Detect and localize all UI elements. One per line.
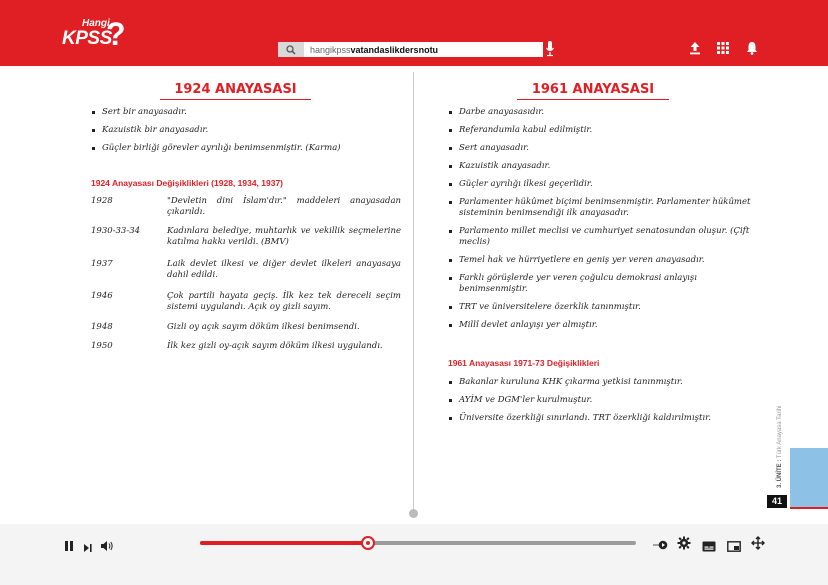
logo-kpss-text: KPSS <box>62 28 112 49</box>
next-icon[interactable] <box>83 538 93 557</box>
unit-color-tab <box>790 448 828 508</box>
progress-fill <box>200 541 368 545</box>
picture-in-picture-icon[interactable] <box>727 537 741 556</box>
volume-icon[interactable] <box>100 537 114 556</box>
settings-gear-icon[interactable] <box>677 535 691 554</box>
list-item: Güçler ayrılığı ilkesi geçerlidir. <box>448 179 758 190</box>
list-item: Farklı görüşlerde yer veren çoğulcu demokrasi anlayışı benimsenmiştir. <box>448 273 758 295</box>
timeline-text: Laik devlet ilkesi ve diğer devlet ilkeleri anayasaya dahil edildi. <box>167 259 401 280</box>
timeline-year: 1946 <box>91 291 113 301</box>
list-1961-changes <box>448 377 758 431</box>
list-1961-features <box>448 107 758 338</box>
timeline-text: İlk kez gizli oy-açık sayım döküm ilkesi uygulandı. <box>167 341 383 351</box>
logo-hangi-text: Hangi <box>82 18 110 29</box>
page-number: 41 <box>767 495 787 508</box>
list-item: Bakanlar kuruluna KHK çıkarma yetkisi tanınmıştır. <box>448 377 758 388</box>
autoplay-toggle-icon[interactable] <box>652 536 668 555</box>
timeline-year: 1950 <box>91 341 113 351</box>
unit-title: Türk Anayasa Tarihi <box>777 405 783 459</box>
divider-dot <box>409 509 418 518</box>
unit-tab-underline <box>790 507 828 509</box>
search-icon[interactable] <box>278 42 304 57</box>
search-prefix: hangikpss <box>310 44 351 55</box>
list-item: TRT ve üniversitelere özerklik tanınmıştır. <box>448 302 758 313</box>
subheading-1961-changes: 1961 Anayasası 1971-73 Değişiklikleri <box>448 358 600 368</box>
timeline-year: 1937 <box>91 259 113 269</box>
timeline-text: Gizli oy açık sayım döküm ilkesi benimsendi. <box>167 322 360 332</box>
list-item: Güçler birliği görevler ayrılığı benimsenmiştir. (Karma) <box>91 143 401 154</box>
list-item: Darbe anayasasıdır. <box>448 107 758 118</box>
search-bar[interactable] <box>278 42 543 57</box>
upload-icon[interactable] <box>687 40 703 56</box>
list-item: Temel hak ve hürriyetlere en geniş yer veren anayasadır. <box>448 255 758 266</box>
list-item: Sert anayasadır. <box>448 143 758 154</box>
heading-1924-anayasasi: 1924 ANAYASASI <box>160 82 311 100</box>
timeline-text: Kadınlara belediye, muhtarlık ve vekillik seçmelerine katılma hakkı verildi. (BMV) <box>167 226 401 247</box>
column-divider <box>413 72 414 512</box>
list-item: Millî devlet anlayışı yer almıştır. <box>448 320 758 331</box>
fullscreen-icon[interactable] <box>751 535 765 554</box>
timeline-text: Çok partili hayata geçiş. İlk kez tek dereceli seçim sistemi uygulandı. Açık oy gizli sayım. <box>167 291 401 312</box>
hangi-kpss-logo[interactable] <box>62 18 130 58</box>
notification-bell-icon[interactable] <box>744 40 760 56</box>
list-item: Referandumla kabul edilmiştir. <box>448 125 758 136</box>
list-item: Kazuistik bir anayasadır. <box>91 125 401 136</box>
timeline-year: 1930-33-34 <box>91 226 141 236</box>
list-item: Sert bir anayasadır. <box>91 107 401 118</box>
logo-question-mark: ? <box>106 16 126 52</box>
search-term: vatandaslikdersnotu <box>350 44 439 55</box>
heading-1961-anayasasi: 1961 ANAYASASI <box>517 82 669 100</box>
subheading-1924-changes: 1924 Anayasası Değişiklikleri (1928, 1934, 1937) <box>91 178 284 188</box>
list-item: Parlamenter hükûmet biçimi benimsenmiştir. Parlamenter hükûmet sisteminin benimsendiği ilk anayasadır. <box>448 197 758 219</box>
unit-label <box>777 406 783 489</box>
timeline-year: 1928 <box>91 196 113 206</box>
microphone-icon[interactable] <box>545 40 555 58</box>
search-query[interactable] <box>304 45 438 55</box>
timeline-text: "Devletin dini İslam'dır." maddeleri anayasadan çıkarıldı. <box>167 196 401 217</box>
timeline-year: 1948 <box>91 322 113 332</box>
top-bar <box>0 0 828 66</box>
grid-menu-icon[interactable] <box>715 40 731 56</box>
unit-number: 3. ÜNİTE : <box>777 459 783 488</box>
list-item: Parlamento millet meclisi ve cumhuriyet senatosundan oluşur. (Çift meclis) <box>448 226 758 248</box>
list-item: AYİM ve DGM'ler kurulmuştur. <box>448 395 758 406</box>
list-1924-features <box>91 107 401 161</box>
list-item: Üniversite özerkliği sınırlandı. TRT özerkliği kaldırılmıştır. <box>448 413 758 424</box>
unit-side-label <box>777 388 791 488</box>
list-item: Kazuistik anayasadır. <box>448 161 758 172</box>
subtitles-icon[interactable] <box>702 537 716 556</box>
pause-icon[interactable] <box>64 537 74 556</box>
